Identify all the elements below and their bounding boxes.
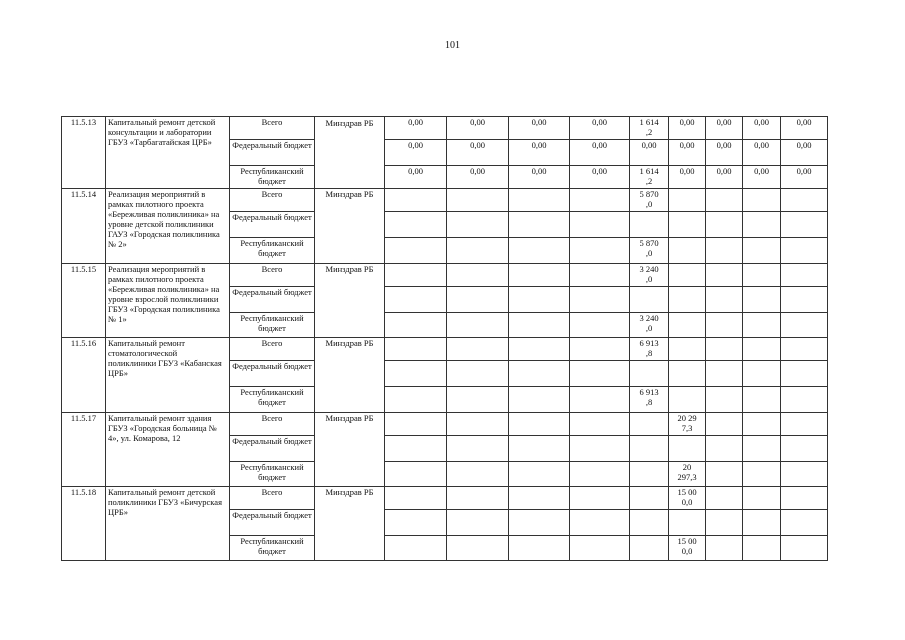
funding-source: Федеральный бюджет: [230, 361, 315, 387]
budget-table: [61, 116, 828, 561]
amount-cell: [447, 536, 509, 561]
amount-cell: [706, 413, 743, 436]
executor: Минздрав РБ: [315, 487, 385, 561]
amount-cell: [385, 189, 447, 212]
funding-source: Федеральный бюджет: [230, 287, 315, 313]
amount-cell: [509, 338, 570, 361]
amount-cell: [385, 212, 447, 238]
amount-cell: [630, 413, 669, 436]
amount-cell: 0,00: [509, 117, 570, 140]
funding-source: Федеральный бюджет: [230, 510, 315, 536]
funding-source: Всего: [230, 413, 315, 436]
amount-cell: [570, 264, 630, 287]
amount-cell: 3 240 ,0: [630, 264, 669, 287]
amount-cell: [570, 536, 630, 561]
amount-cell: [447, 264, 509, 287]
amount-cell: [385, 462, 447, 487]
amount-cell: [781, 462, 828, 487]
amount-cell: [669, 287, 706, 313]
executor: Минздрав РБ: [315, 413, 385, 487]
amount-cell: [447, 287, 509, 313]
amount-cell: [706, 361, 743, 387]
amount-cell: [509, 361, 570, 387]
executor: Минздрав РБ: [315, 338, 385, 413]
amount-cell: [570, 189, 630, 212]
amount-cell: [669, 189, 706, 212]
amount-cell: [509, 189, 570, 212]
amount-cell: 6 913 ,8: [630, 338, 669, 361]
item-name: Капитальный ремонт стоматологической поликлиники ГБУЗ «Кабанская ЦРБ»: [106, 338, 230, 413]
table-row: [62, 264, 828, 287]
amount-cell: [743, 313, 781, 338]
amount-cell: [630, 487, 669, 510]
item-number: 11.5.15: [62, 264, 106, 338]
amount-cell: [669, 264, 706, 287]
amount-cell: [743, 264, 781, 287]
amount-cell: 15 00 0,0: [669, 487, 706, 510]
amount-cell: [570, 313, 630, 338]
amount-cell: [509, 413, 570, 436]
amount-cell: [447, 361, 509, 387]
amount-cell: [385, 487, 447, 510]
amount-cell: [447, 212, 509, 238]
funding-source: Всего: [230, 487, 315, 510]
amount-cell: [706, 212, 743, 238]
amount-cell: [630, 462, 669, 487]
amount-cell: 0,00: [706, 166, 743, 189]
amount-cell: [385, 361, 447, 387]
amount-cell: [781, 361, 828, 387]
amount-cell: [570, 287, 630, 313]
amount-cell: [385, 264, 447, 287]
item-number: 11.5.17: [62, 413, 106, 487]
amount-cell: [669, 338, 706, 361]
amount-cell: [669, 436, 706, 462]
amount-cell: 0,00: [706, 117, 743, 140]
amount-cell: [706, 487, 743, 510]
amount-cell: [509, 487, 570, 510]
amount-cell: 1 614 ,2: [630, 166, 669, 189]
amount-cell: [570, 487, 630, 510]
amount-cell: 20 297,3: [669, 462, 706, 487]
amount-cell: [743, 487, 781, 510]
amount-cell: 0,00: [385, 117, 447, 140]
amount-cell: [509, 264, 570, 287]
amount-cell: [385, 536, 447, 561]
amount-cell: [630, 510, 669, 536]
amount-cell: 0,00: [706, 140, 743, 166]
amount-cell: [743, 510, 781, 536]
amount-cell: [509, 313, 570, 338]
amount-cell: [669, 238, 706, 264]
amount-cell: 5 870 ,0: [630, 238, 669, 264]
amount-cell: [509, 287, 570, 313]
funding-source: Всего: [230, 117, 315, 140]
amount-cell: 6 913 ,8: [630, 387, 669, 413]
amount-cell: [509, 238, 570, 264]
amount-cell: [630, 212, 669, 238]
amount-cell: 0,00: [781, 166, 828, 189]
amount-cell: 0,00: [509, 140, 570, 166]
item-name: Капитальный ремонт детской поликлиники ГБУЗ «Бичурская ЦРБ»: [106, 487, 230, 561]
amount-cell: [509, 510, 570, 536]
amount-cell: [706, 536, 743, 561]
amount-cell: [447, 238, 509, 264]
amount-cell: [706, 264, 743, 287]
amount-cell: [781, 212, 828, 238]
amount-cell: [706, 287, 743, 313]
amount-cell: 20 29 7,3: [669, 413, 706, 436]
funding-source: Всего: [230, 264, 315, 287]
amount-cell: 0,00: [447, 117, 509, 140]
amount-cell: [570, 413, 630, 436]
amount-cell: [570, 510, 630, 536]
table-row: [62, 189, 828, 212]
amount-cell: 0,00: [447, 140, 509, 166]
item-number: 11.5.18: [62, 487, 106, 561]
amount-cell: [781, 413, 828, 436]
amount-cell: [743, 462, 781, 487]
item-name: Реализация мероприятий в рамках пилотного проекта «Бережливая поликлиника» на уровне детской поликлиники ГАУЗ «Городская поликлиника № 2»: [106, 189, 230, 264]
amount-cell: 0,00: [669, 117, 706, 140]
amount-cell: [447, 510, 509, 536]
amount-cell: 0,00: [781, 140, 828, 166]
amount-cell: 0,00: [669, 140, 706, 166]
amount-cell: [385, 413, 447, 436]
amount-cell: [385, 436, 447, 462]
amount-cell: [706, 462, 743, 487]
amount-cell: [669, 212, 706, 238]
amount-cell: [630, 436, 669, 462]
amount-cell: [743, 361, 781, 387]
amount-cell: [570, 436, 630, 462]
amount-cell: 0,00: [385, 140, 447, 166]
item-number: 11.5.14: [62, 189, 106, 264]
table-row: [62, 487, 828, 510]
amount-cell: [743, 189, 781, 212]
amount-cell: [570, 212, 630, 238]
amount-cell: [669, 313, 706, 338]
amount-cell: [781, 387, 828, 413]
amount-cell: [385, 238, 447, 264]
amount-cell: 0,00: [509, 166, 570, 189]
amount-cell: [509, 436, 570, 462]
funding-source: Республиканский бюджет: [230, 238, 315, 264]
funding-source: Республиканский бюджет: [230, 313, 315, 338]
amount-cell: 0,00: [743, 117, 781, 140]
amount-cell: 0,00: [781, 117, 828, 140]
item-name: Капитальный ремонт здания ГБУЗ «Городская больница № 4», ул. Комарова, 12: [106, 413, 230, 487]
table-row: [62, 117, 828, 140]
amount-cell: [570, 238, 630, 264]
amount-cell: [743, 436, 781, 462]
amount-cell: 3 240 ,0: [630, 313, 669, 338]
funding-source: Федеральный бюджет: [230, 212, 315, 238]
table-row: [62, 338, 828, 361]
amount-cell: [781, 338, 828, 361]
amount-cell: [743, 338, 781, 361]
amount-cell: 0,00: [570, 166, 630, 189]
amount-cell: [447, 313, 509, 338]
amount-cell: [743, 413, 781, 436]
item-number: 11.5.16: [62, 338, 106, 413]
executor: Минздрав РБ: [315, 117, 385, 189]
item-name: Реализация мероприятий в рамках пилотного проекта «Бережливая поликлиника» на уровне взрослой поликлиники ГБУЗ «Городская поликлиника № 1»: [106, 264, 230, 338]
amount-cell: 1 614 ,2: [630, 117, 669, 140]
amount-cell: [781, 436, 828, 462]
amount-cell: [447, 436, 509, 462]
amount-cell: [781, 510, 828, 536]
amount-cell: [385, 510, 447, 536]
amount-cell: [570, 338, 630, 361]
amount-cell: [781, 238, 828, 264]
amount-cell: 0,00: [447, 166, 509, 189]
amount-cell: 5 870 ,0: [630, 189, 669, 212]
amount-cell: [570, 387, 630, 413]
amount-cell: 15 00 0,0: [669, 536, 706, 561]
amount-cell: [509, 536, 570, 561]
amount-cell: [385, 387, 447, 413]
amount-cell: 0,00: [570, 140, 630, 166]
amount-cell: [743, 287, 781, 313]
amount-cell: 0,00: [385, 166, 447, 189]
amount-cell: [509, 462, 570, 487]
amount-cell: [447, 487, 509, 510]
amount-cell: [669, 510, 706, 536]
amount-cell: [781, 487, 828, 510]
funding-source: Всего: [230, 189, 315, 212]
amount-cell: 0,00: [743, 140, 781, 166]
amount-cell: [706, 189, 743, 212]
executor: Минздрав РБ: [315, 189, 385, 264]
amount-cell: 0,00: [570, 117, 630, 140]
amount-cell: 0,00: [743, 166, 781, 189]
amount-cell: [669, 387, 706, 413]
amount-cell: [447, 189, 509, 212]
amount-cell: [630, 361, 669, 387]
amount-cell: [447, 462, 509, 487]
amount-cell: 0,00: [669, 166, 706, 189]
amount-cell: [447, 338, 509, 361]
amount-cell: [385, 338, 447, 361]
amount-cell: [630, 287, 669, 313]
amount-cell: [781, 313, 828, 338]
page-number: 101: [445, 40, 460, 51]
funding-source: Республиканский бюджет: [230, 387, 315, 413]
item-number: 11.5.13: [62, 117, 106, 189]
amount-cell: [743, 212, 781, 238]
amount-cell: [630, 536, 669, 561]
table-row: [62, 413, 828, 436]
amount-cell: [781, 264, 828, 287]
amount-cell: [509, 387, 570, 413]
amount-cell: [509, 212, 570, 238]
amount-cell: [669, 361, 706, 387]
amount-cell: [570, 462, 630, 487]
amount-cell: 0,00: [630, 140, 669, 166]
amount-cell: [706, 238, 743, 264]
executor: Минздрав РБ: [315, 264, 385, 338]
funding-source: Республиканский бюджет: [230, 166, 315, 189]
amount-cell: [706, 313, 743, 338]
amount-cell: [743, 536, 781, 561]
amount-cell: [385, 287, 447, 313]
amount-cell: [570, 361, 630, 387]
amount-cell: [706, 387, 743, 413]
funding-source: Федеральный бюджет: [230, 436, 315, 462]
amount-cell: [781, 287, 828, 313]
funding-source: Федеральный бюджет: [230, 140, 315, 166]
amount-cell: [781, 189, 828, 212]
amount-cell: [706, 510, 743, 536]
amount-cell: [781, 536, 828, 561]
amount-cell: [447, 387, 509, 413]
item-name: Капитальный ремонт детской консультации и лаборатории ГБУЗ «Тарбагатайская ЦРБ»: [106, 117, 230, 189]
funding-source: Всего: [230, 338, 315, 361]
amount-cell: [385, 313, 447, 338]
funding-source: Республиканский бюджет: [230, 462, 315, 487]
amount-cell: [447, 413, 509, 436]
funding-source: Республиканский бюджет: [230, 536, 315, 561]
amount-cell: [743, 387, 781, 413]
amount-cell: [743, 238, 781, 264]
amount-cell: [706, 436, 743, 462]
amount-cell: [706, 338, 743, 361]
